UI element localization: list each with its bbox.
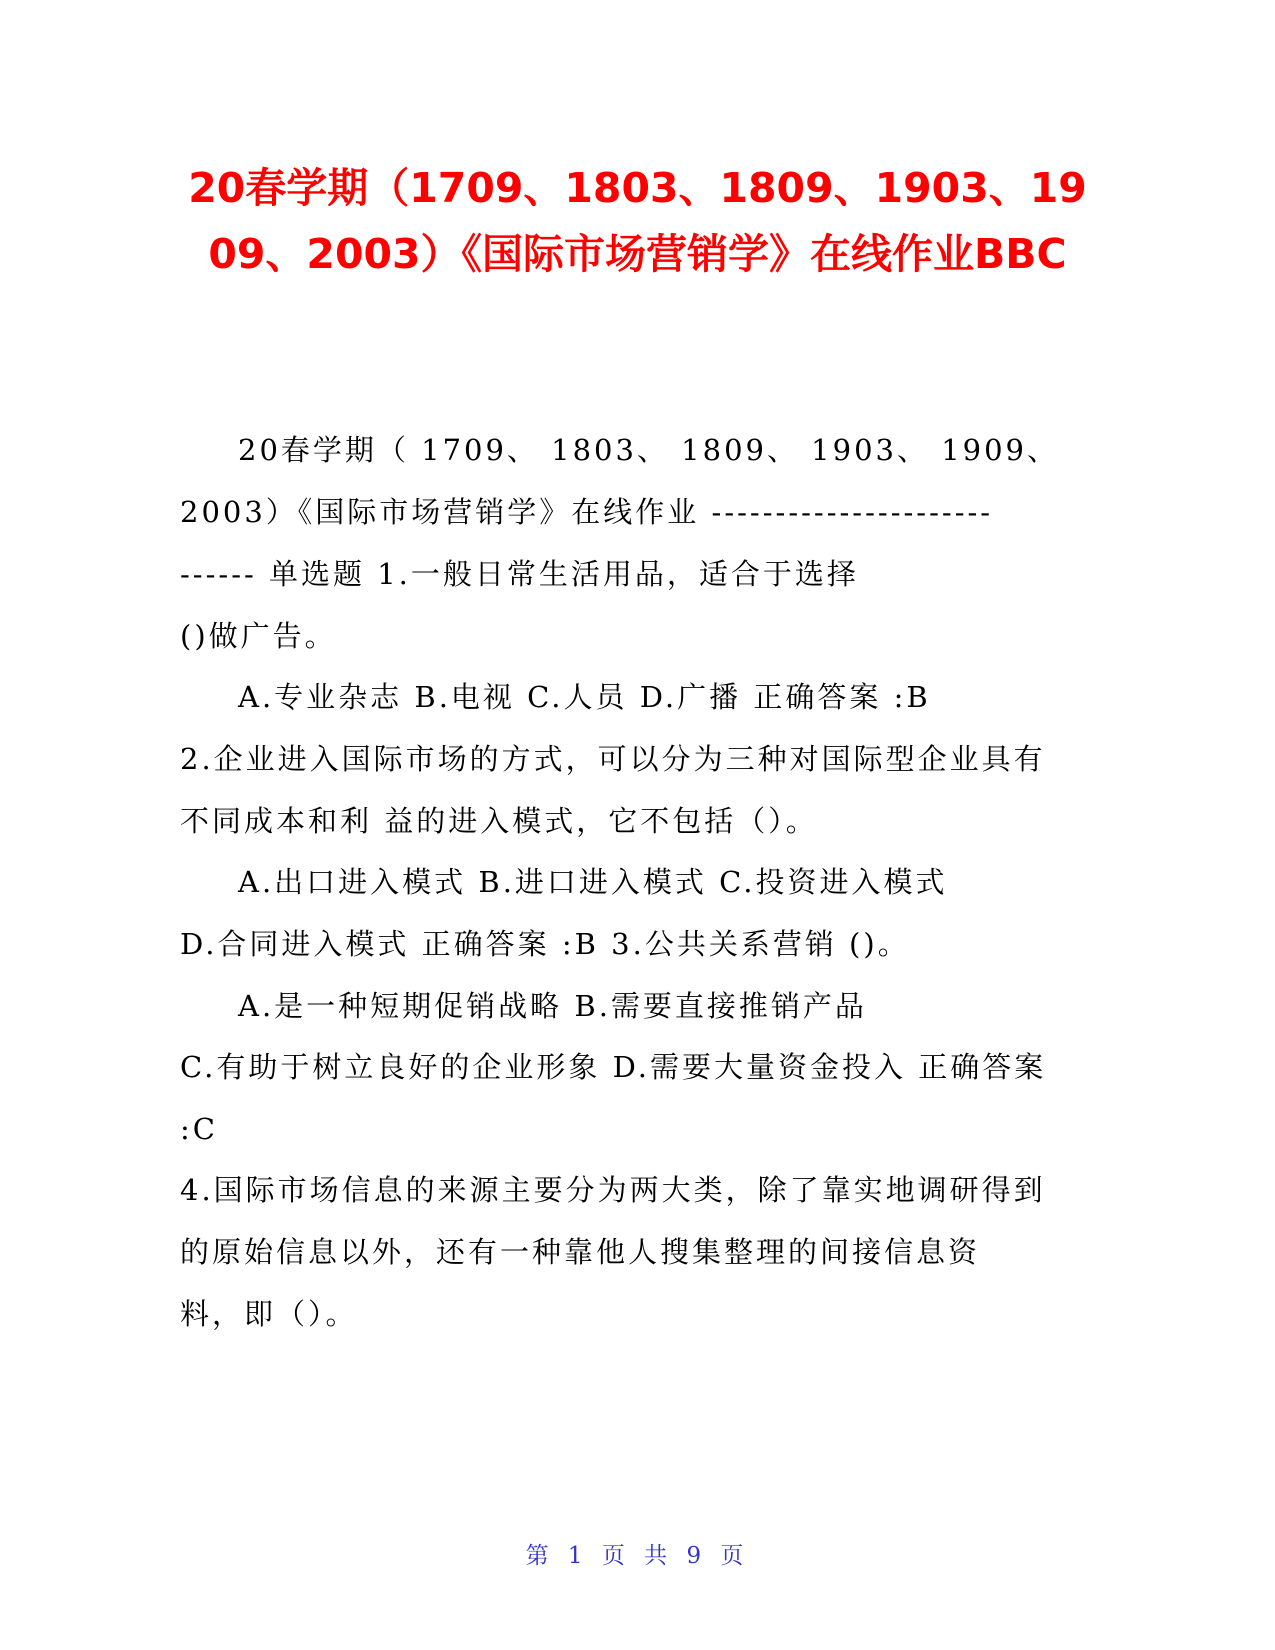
document-title: 20春学期（1709、1803、1809、1903、1909、2003）《国际市场营销学》在线作业BBC [188,164,1087,278]
page-footer: 第 1 页 共 9 页 [525,1543,750,1569]
body-line-2: 2003）《国际市场营销学》在线作业 ---------------------- [180,495,994,529]
body-line-8: A.出口进入模式 B.进口进入模式 C.投资进入模式 [238,865,948,899]
body-line-10: A.是一种短期促销战略 B.需要直接推销产品 [238,989,867,1023]
body-line-13: 4.国际市场信息的来源主要分为两大类，除了靠实地调研得到 [180,1173,1046,1207]
body-line-12: :C [180,1112,218,1146]
body-line-5: A.专业杂志 B.电视 C.人员 D.广播 正确答案 :B [238,680,931,714]
body-line-11: C.有助于树立良好的企业形象 D.需要大量资金投入 正确答案 [180,1050,1047,1084]
body-line-14: 的原始信息以外，还有一种靠他人搜集整理的间接信息资 [180,1235,981,1269]
body-line-3: ------ 单选题 1.一般日常生活用品，适合于选择 [180,557,859,591]
body-line-7: 不同成本和利 益的进入模式，它不包括（）。 [180,804,818,838]
body-line-6: 2.企业进入国际市场的方式，可以分为三种对国际型企业具有 [180,742,1046,776]
body-line-1: 20春学期（ 1709、 1803、 1809、 1903、 1909、 [238,433,1060,467]
body-line-15: 料，即（）。 [180,1297,358,1331]
body-line-9: D.合同进入模式 正确答案 :B 3.公共关系营销 ()。 [180,927,910,961]
body-line-4: ()做广告。 [180,619,337,653]
